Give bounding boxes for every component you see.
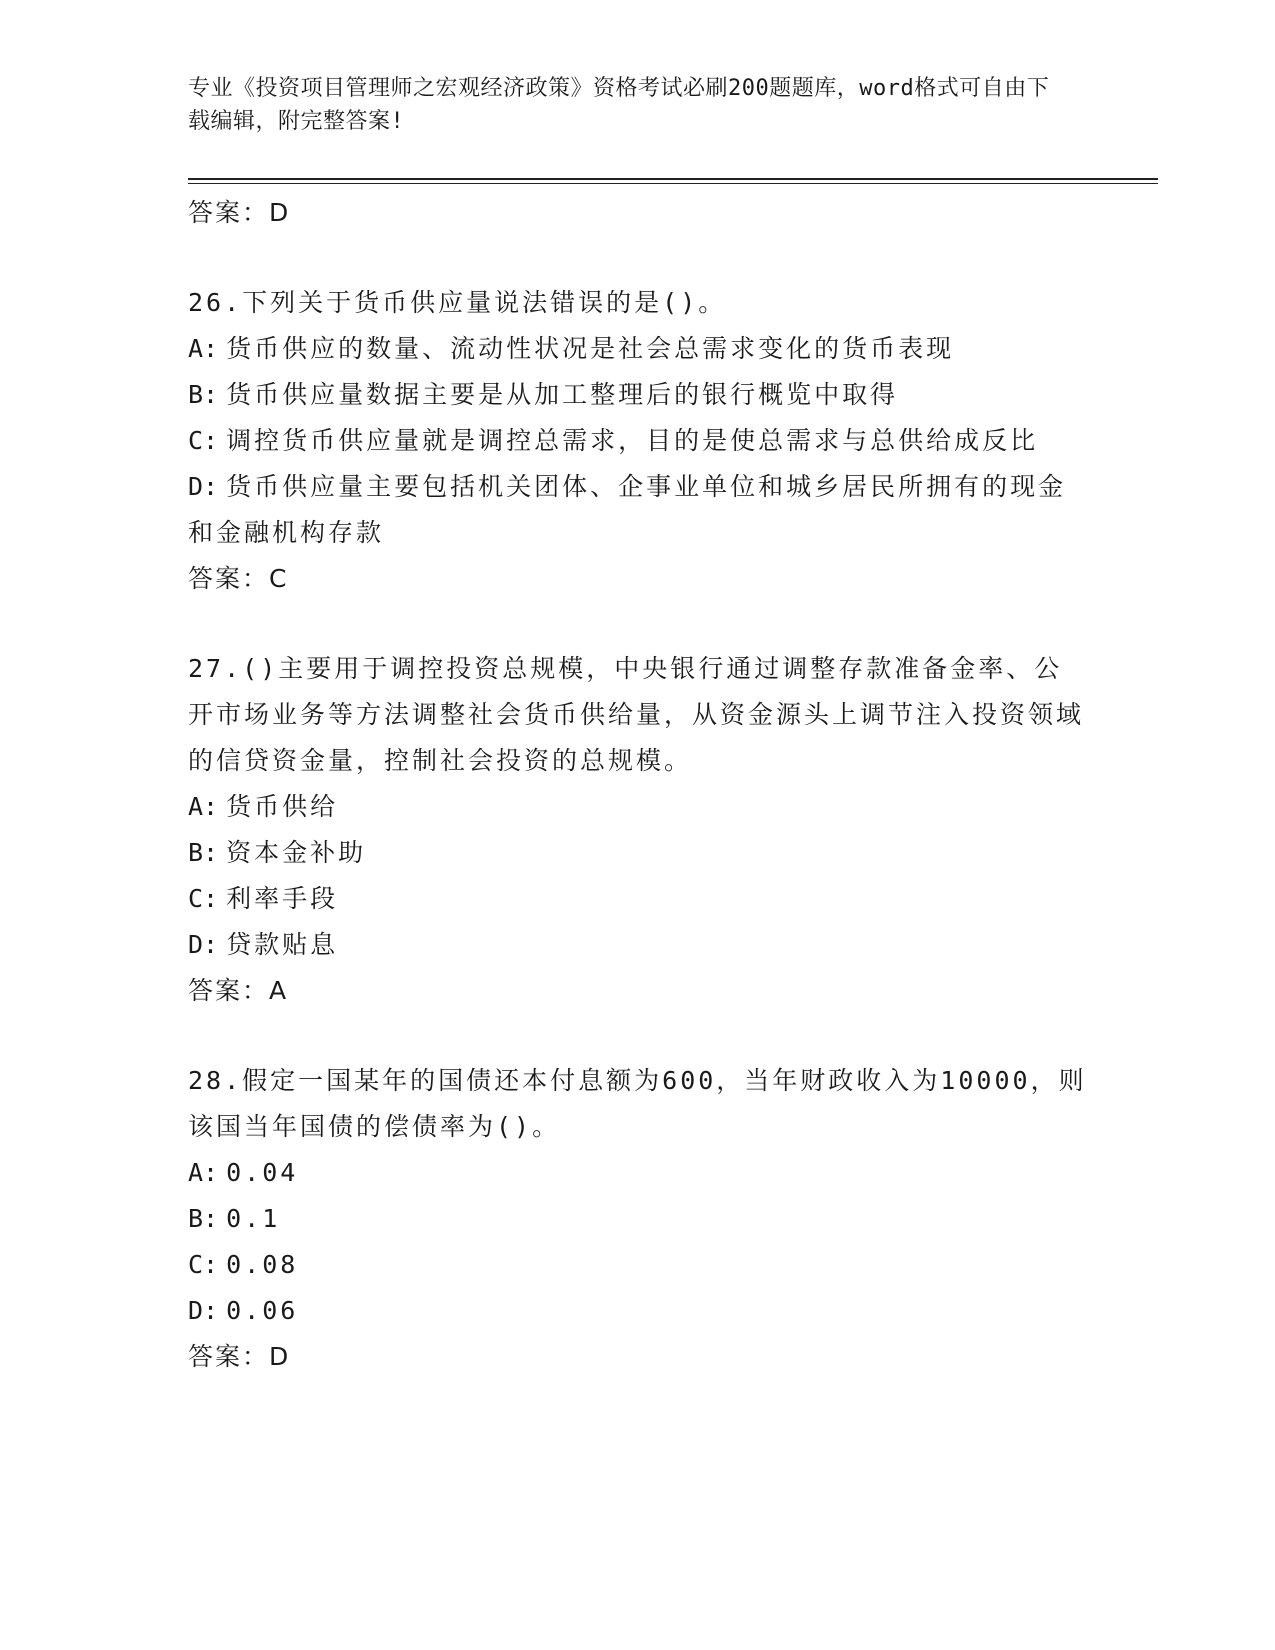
option-a bbox=[188, 784, 1088, 830]
header-title: 专业《投资项目管理师之宏观经济政策》资格考试必刷200题题库，word格式可自由下载编辑，附完整答案! bbox=[188, 76, 1050, 134]
option-key: C: bbox=[188, 884, 219, 913]
option-text: 货币供应量数据主要是从加工整理后的银行概览中取得 bbox=[226, 380, 899, 409]
answer-value: D bbox=[269, 198, 290, 227]
option-text: 利率手段 bbox=[226, 884, 339, 913]
answer-value: C bbox=[269, 564, 288, 593]
answer-label: 答案： bbox=[188, 564, 270, 593]
option-d bbox=[188, 1288, 1088, 1334]
option-c bbox=[188, 418, 1088, 464]
option-key: A: bbox=[188, 334, 219, 363]
answer-line bbox=[188, 1334, 1088, 1380]
option-text: 贷款贴息 bbox=[226, 930, 339, 959]
question-28 bbox=[188, 1058, 1088, 1380]
option-text: 0.06 bbox=[226, 1296, 299, 1325]
question-stem: 26.下列关于货币供应量说法错误的是()。 bbox=[188, 288, 727, 317]
answer-line bbox=[188, 968, 1088, 1014]
question-26 bbox=[188, 280, 1088, 602]
option-c bbox=[188, 876, 1088, 922]
option-b bbox=[188, 372, 1088, 418]
document-body bbox=[188, 190, 1088, 1380]
answer-line bbox=[188, 556, 1088, 602]
option-key: A: bbox=[188, 1158, 219, 1187]
option-text: 0.08 bbox=[226, 1250, 299, 1279]
option-b bbox=[188, 830, 1088, 876]
option-text: 0.04 bbox=[226, 1158, 299, 1187]
option-c bbox=[188, 1242, 1088, 1288]
option-d bbox=[188, 922, 1088, 968]
option-text: 资本金补助 bbox=[226, 838, 367, 867]
answer-value: D bbox=[269, 1342, 290, 1371]
option-key: B: bbox=[188, 1204, 219, 1233]
answer-value: A bbox=[269, 976, 288, 1005]
option-a bbox=[188, 1150, 1088, 1196]
option-key: A: bbox=[188, 792, 219, 821]
page-header bbox=[188, 72, 1068, 138]
option-a bbox=[188, 326, 1088, 372]
option-text: 货币供应的数量、流动性状况是社会总需求变化的货币表现 bbox=[226, 334, 955, 363]
option-d bbox=[188, 464, 1088, 556]
option-key: C: bbox=[188, 426, 219, 455]
header-divider-thin bbox=[188, 183, 1158, 184]
question-stem: 28.假定一国某年的国债还本付息额为600，当年财政收入为10000，则该国当年国债的偿债率为()。 bbox=[188, 1066, 1087, 1141]
option-text: 0.1 bbox=[226, 1204, 281, 1233]
option-text: 货币供应量主要包括机关团体、企事业单位和城乡居民所拥有的现金和金融机构存款 bbox=[188, 472, 1067, 547]
option-key: B: bbox=[188, 838, 219, 867]
answer-label: 答案： bbox=[188, 198, 270, 227]
answer-line bbox=[188, 190, 1088, 236]
question-27 bbox=[188, 646, 1088, 1014]
option-text: 调控货币供应量就是调控总需求，目的是使总需求与总供给成反比 bbox=[226, 426, 1039, 455]
option-key: D: bbox=[188, 1296, 219, 1325]
option-b bbox=[188, 1196, 1088, 1242]
header-divider bbox=[188, 178, 1158, 180]
answer-label: 答案： bbox=[188, 1342, 270, 1371]
option-key: D: bbox=[188, 930, 219, 959]
option-key: D: bbox=[188, 472, 219, 501]
option-key: C: bbox=[188, 1250, 219, 1279]
answer-label: 答案： bbox=[188, 976, 270, 1005]
option-key: B: bbox=[188, 380, 219, 409]
option-text: 货币供给 bbox=[226, 792, 339, 821]
question-stem: 27.()主要用于调控投资总规模，中央银行通过调整存款准备金率、公开市场业务等方法调整社会货币供给量，从资金源头上调节注入投资领域的信贷资金量，控制社会投资的总规模。 bbox=[188, 654, 1085, 775]
